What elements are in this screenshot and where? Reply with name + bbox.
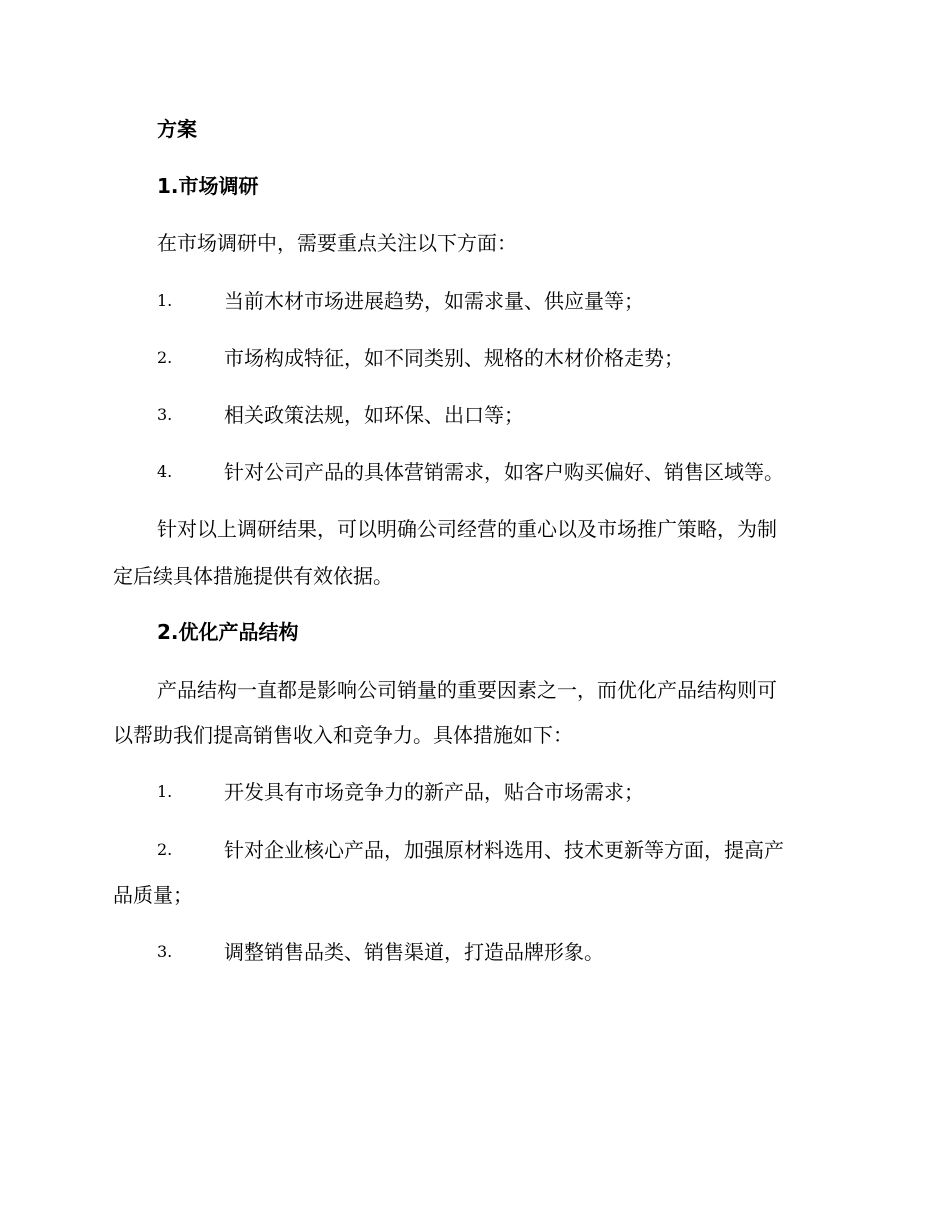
- section-1-intro: 在市场调研中，需要重点关注以下方面：: [157, 231, 517, 255]
- list-item-number: 3.: [157, 942, 173, 961]
- section-1-heading: 1.市场调研: [157, 174, 259, 198]
- list-item-text: 开发具有市场竞争力的新产品，贴合市场需求；: [224, 780, 644, 804]
- list-item-text: 针对公司产品的具体营销需求，如客户购买偏好、销售区域等。: [224, 460, 784, 484]
- section-1-conclusion-cont: 定后续具体措施提供有效依据。: [113, 564, 393, 588]
- list-item-text: 市场构成特征，如不同类别、规格的木材价格走势；: [224, 346, 684, 370]
- list-item-number: 2.: [157, 840, 173, 859]
- list-item-number: 4.: [157, 462, 173, 481]
- list-item-text: 相关政策法规，如环保、出口等；: [224, 403, 524, 427]
- list-item-text: 当前木材市场进展趋势，如需求量、供应量等；: [224, 289, 644, 313]
- list-item-text-cont: 品质量；: [113, 883, 193, 907]
- list-item-number: 3.: [157, 405, 173, 424]
- section-2-intro: 产品结构一直都是影响公司销量的重要因素之一，而优化产品结构则可: [157, 678, 777, 702]
- list-item-number: 1.: [157, 291, 173, 310]
- list-item-text: 调整销售品类、销售渠道，打造品牌形象。: [224, 940, 604, 964]
- section-2-heading: 2.优化产品结构: [157, 620, 299, 644]
- document-title: 方案: [157, 117, 197, 141]
- list-item-text: 针对企业核心产品，加强原材料选用、技术更新等方面，提高产: [224, 838, 784, 862]
- list-item-number: 1.: [157, 782, 173, 801]
- list-item-number: 2.: [157, 348, 173, 367]
- section-2-intro-cont: 以帮助我们提高销售收入和竞争力。具体措施如下：: [113, 723, 573, 747]
- section-1-conclusion: 针对以上调研结果，可以明确公司经营的重心以及市场推广策略，为制: [157, 517, 777, 541]
